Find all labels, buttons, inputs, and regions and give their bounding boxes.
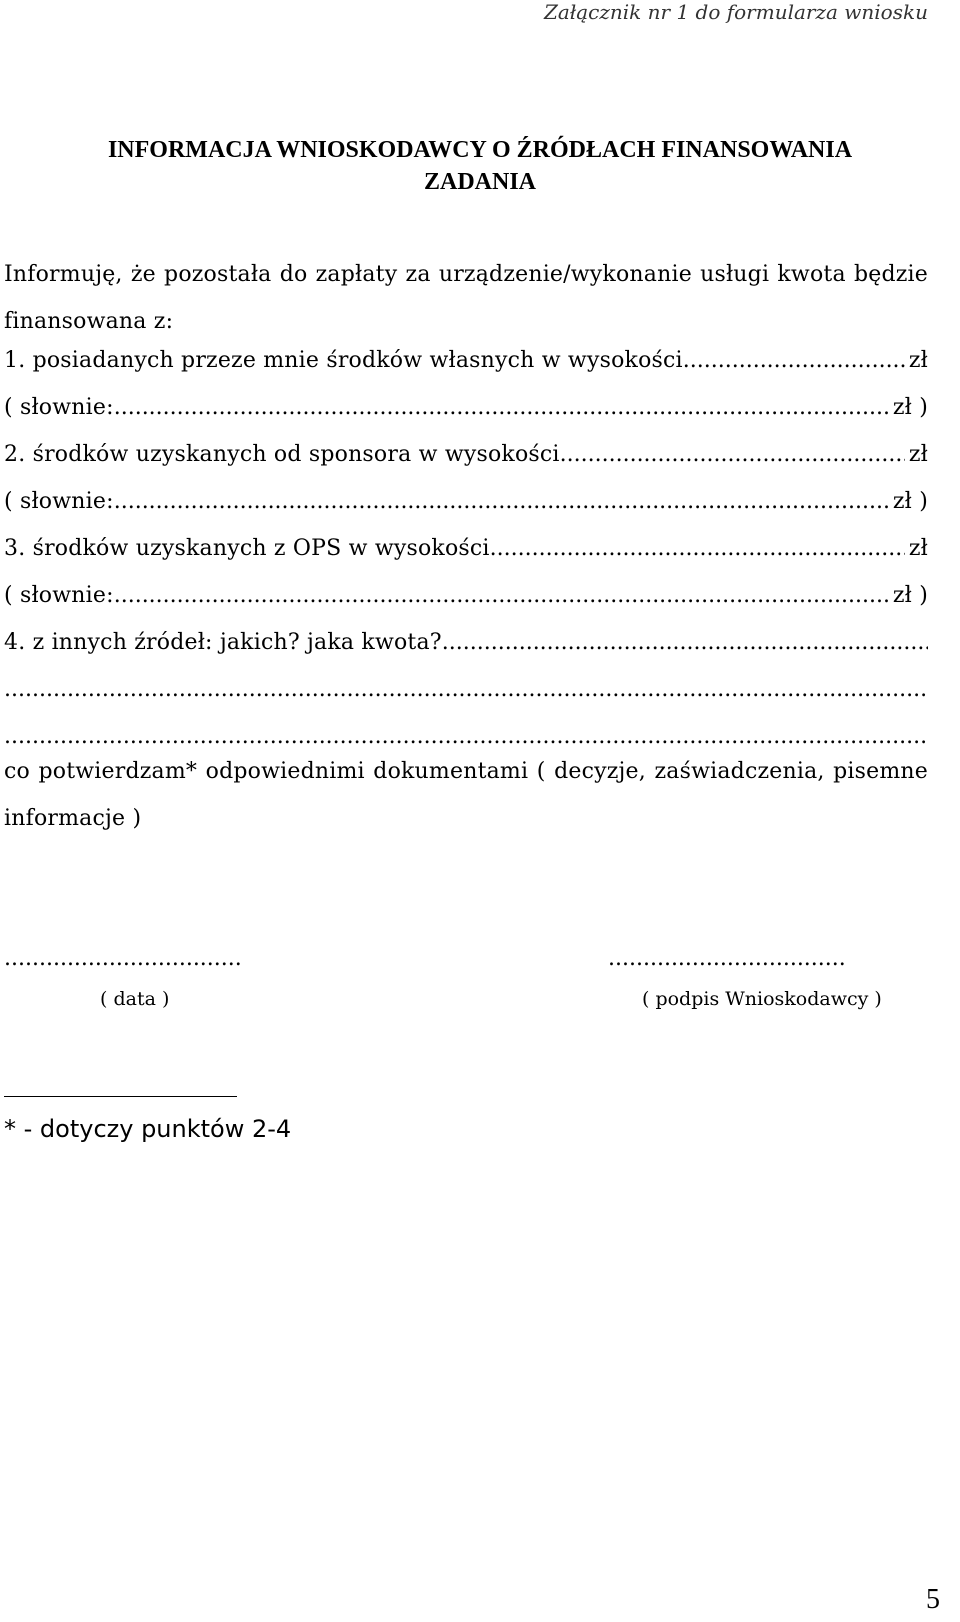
funding-item-2-amount <box>4 431 928 478</box>
item-3-words-field[interactable] <box>114 572 889 619</box>
item-2-amount-field[interactable] <box>560 431 905 478</box>
title-line-2: ZADANIA <box>423 169 536 195</box>
title-line-1: INFORMACJA WNIOSKODAWCY O ŹRÓDŁACH FINANSOWANIA <box>107 137 853 163</box>
item-1-unit: zł <box>908 348 928 373</box>
intro-paragraph: Informuję, że pozostała do zapłaty za urządzenie/wykonanie usługi kwota będzie finansowana z: <box>4 262 928 334</box>
item-1-amount-field[interactable] <box>683 337 905 384</box>
page-number: 5 <box>926 1584 940 1615</box>
funding-item-1-words <box>4 384 928 431</box>
annex-header: Załącznik nr 1 do formularza wniosku <box>543 0 928 24</box>
item-1-words-label: ( słownie: <box>4 395 114 420</box>
document-title <box>0 134 960 198</box>
signature-field[interactable]: .................................. <box>608 946 846 971</box>
item-3-amount-field[interactable] <box>490 525 905 572</box>
funding-sources-list <box>4 337 928 760</box>
item-2-words-field[interactable] <box>114 478 889 525</box>
item-2-unit: zł <box>908 442 928 467</box>
item-2-words-unit: zł ) <box>892 489 928 514</box>
date-field[interactable]: .................................. <box>4 946 242 971</box>
confirmation-paragraph: co potwierdzam* odpowiednimi dokumentami ( decyzje, zaświadczenia, pisemne informacje ) <box>4 759 928 831</box>
funding-item-1-amount <box>4 337 928 384</box>
item-4-label: 4. z innych źródeł: jakich? jaka kwota? <box>4 630 442 655</box>
item-2-words-label: ( słownie: <box>4 489 114 514</box>
footnote: * - dotyczy punktów 2-4 <box>4 1115 292 1143</box>
item-3-unit: zł <box>908 536 928 561</box>
item-1-words-unit: zł ) <box>892 395 928 420</box>
item-3-label: 3. środków uzyskanych z OPS w wysokości <box>4 536 490 561</box>
item-1-label: 1. posiadanych przeze mnie środków własnych w wysokości <box>4 348 683 373</box>
item-4-field[interactable] <box>442 619 928 666</box>
date-label: ( data ) <box>100 988 170 1010</box>
funding-item-4-line-2 <box>4 666 928 713</box>
funding-item-4 <box>4 619 928 666</box>
funding-item-3-words <box>4 572 928 619</box>
item-2-label: 2. środków uzyskanych od sponsora w wysokości <box>4 442 560 467</box>
footnote-divider <box>4 1096 237 1097</box>
item-3-words-unit: zł ) <box>892 583 928 608</box>
item-3-words-label: ( słownie: <box>4 583 114 608</box>
signature-label: ( podpis Wnioskodawcy ) <box>642 988 882 1010</box>
funding-item-3-amount <box>4 525 928 572</box>
item-1-words-field[interactable] <box>114 384 889 431</box>
item-4-field-line-2[interactable] <box>4 666 928 713</box>
funding-item-2-words <box>4 478 928 525</box>
